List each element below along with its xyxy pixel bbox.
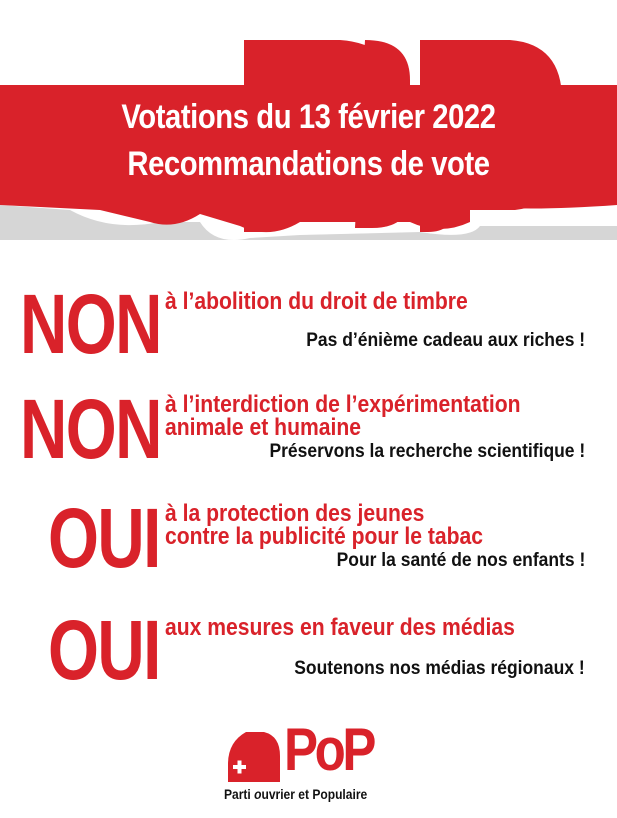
topic-line: à la protection des jeunes: [165, 500, 425, 527]
topic-line: contre la publicité pour le tabac: [165, 523, 484, 550]
header-banner: [0, 0, 617, 250]
topic-line: à l’abolition du droit de timbre: [165, 288, 468, 315]
slogan: Pas d’énième cadeau aux riches !: [306, 330, 585, 351]
verdict-label: NON: [20, 277, 161, 371]
logo-subtitle: Parti ouvrier et Populaire: [224, 786, 368, 802]
verdict-label: OUI: [48, 491, 160, 585]
topic-line: à l’interdiction de l’expérimentation: [165, 391, 521, 418]
banner-title-date: Votations du 13 février 2022: [121, 98, 496, 136]
banner-title-subtitle: Recommandations de vote: [127, 145, 490, 183]
pop-logo: [224, 716, 404, 818]
slogan: Pour la santé de nos enfants !: [336, 550, 585, 571]
verdict-label: OUI: [48, 603, 160, 697]
verdict-label: NON: [20, 382, 161, 476]
topic-line: animale et humaine: [165, 414, 362, 441]
slogan: Soutenons nos médias régionaux !: [294, 658, 585, 679]
slogan: Préservons la recherche scientifique !: [269, 441, 585, 462]
logo-wordmark: PoP: [284, 716, 373, 783]
swiss-cross-emblem-icon: [224, 728, 282, 786]
topic-line: aux mesures en faveur des médias: [165, 614, 515, 641]
